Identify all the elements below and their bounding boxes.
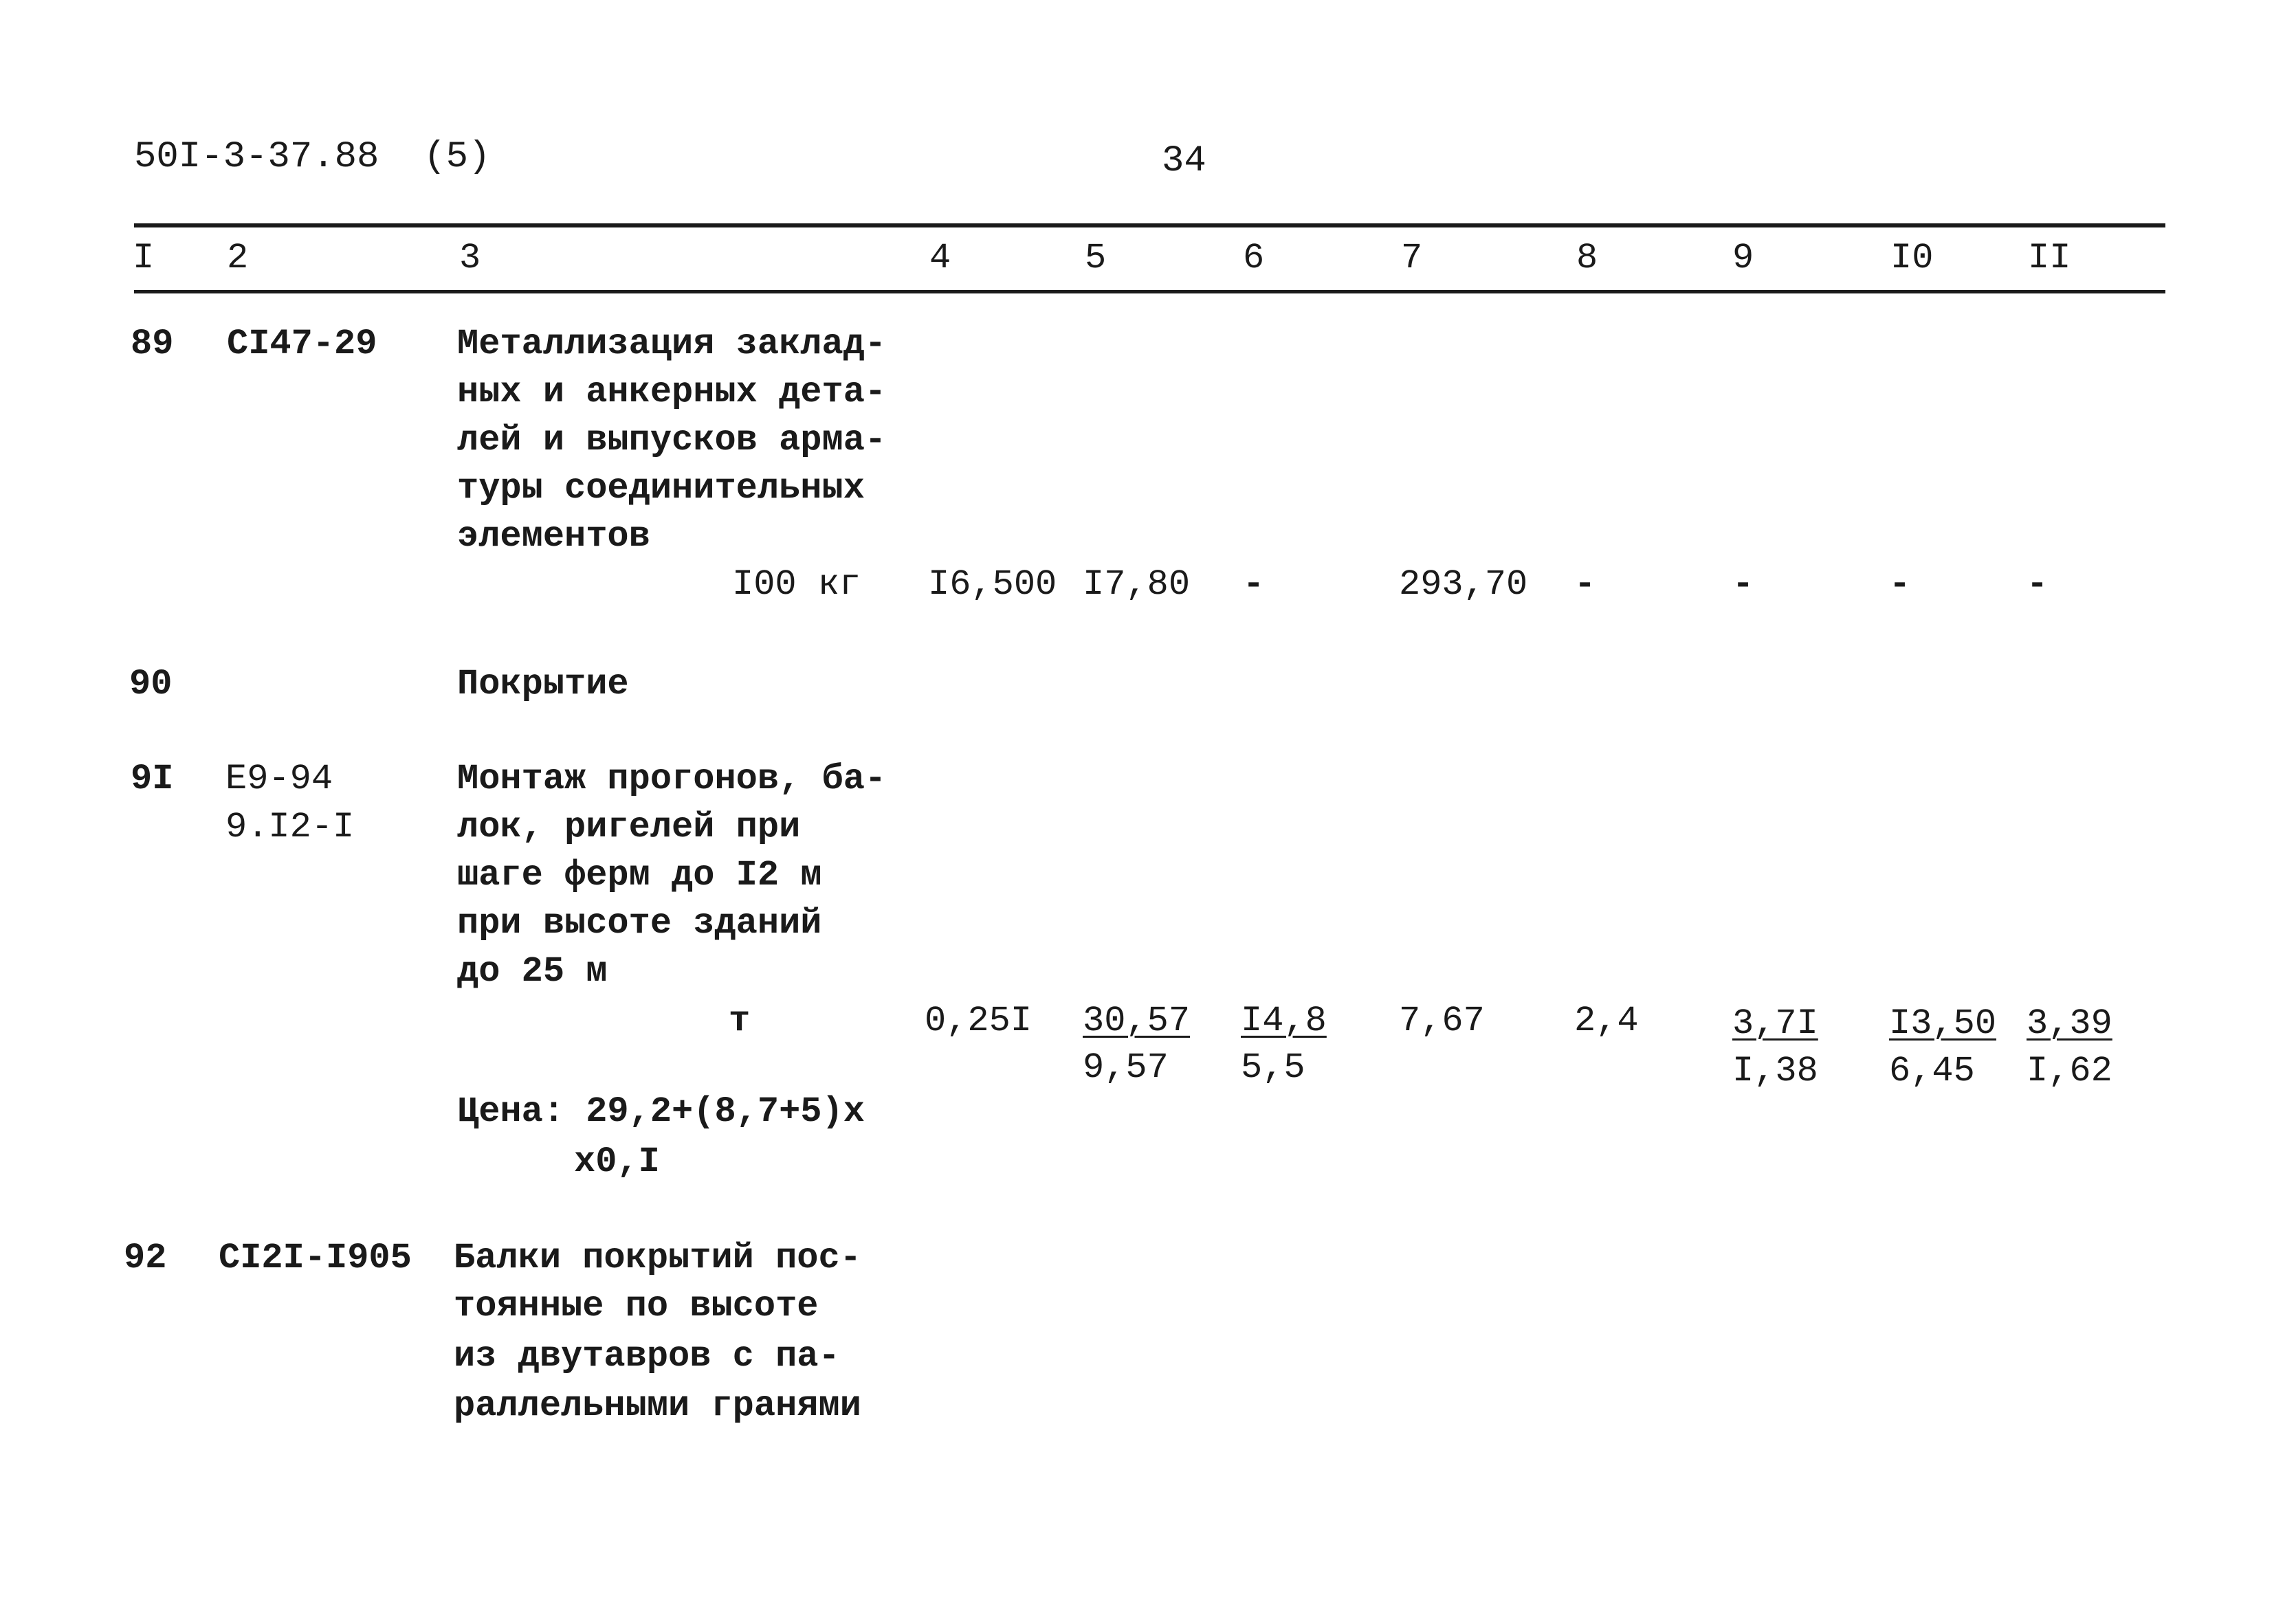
cell-col6-top: I4,8	[1241, 1001, 1327, 1041]
cell-col10-bottom: 6,45	[1889, 1051, 1975, 1091]
row-description-line: лей и выпусков арма-	[457, 420, 887, 460]
row-unit: т	[729, 1001, 751, 1041]
row-description-line: Покрытие	[457, 664, 629, 704]
cell-col5-top: 30,57	[1083, 1001, 1191, 1041]
cell-col5-bottom: 9,57	[1083, 1047, 1169, 1088]
row-number: 89	[131, 324, 174, 364]
cell-col10-top: I3,50	[1889, 1003, 1997, 1044]
row-description-line: при высоте зданий	[457, 903, 822, 944]
col-header-7: 7	[1401, 238, 1423, 278]
row-description-line: Металлизация заклад-	[457, 324, 887, 364]
row-code: CI47-29	[227, 324, 377, 364]
col-header-3: 3	[459, 238, 481, 278]
cell-col6: -	[1243, 564, 1265, 605]
cell-col11: -	[2027, 564, 2049, 605]
col-header-11: II	[2028, 238, 2071, 278]
col-header-5: 5	[1085, 238, 1107, 278]
col-header-2: 2	[227, 238, 249, 278]
row-number: 9I	[131, 759, 174, 799]
row-number: 90	[129, 664, 173, 704]
cell-col9-top: 3,7I	[1732, 1003, 1818, 1044]
row-description-line: раллельными гранями	[454, 1386, 861, 1426]
row-code-secondary: 9.I2-I	[225, 807, 355, 847]
cell-col7: 7,67	[1399, 1001, 1485, 1041]
cell-col6-bottom: 5,5	[1241, 1047, 1305, 1088]
row-description-line: до 25 м	[457, 951, 608, 992]
col-header-9: 9	[1732, 238, 1754, 278]
cell-col7: 293,70	[1399, 564, 1528, 605]
col-header-1: I	[133, 238, 155, 278]
cell-col9: -	[1732, 564, 1754, 605]
document-code: 50I-3-37.88 (5)	[134, 136, 491, 178]
price-formula-line: x0,I	[574, 1142, 660, 1182]
row-unit: I00 кг	[732, 564, 861, 605]
row-code: CI2I-I905	[219, 1238, 412, 1278]
cell-col8: -	[1574, 564, 1596, 605]
cell-col9-bottom: I,38	[1732, 1051, 1818, 1091]
table-header-rule	[134, 290, 2165, 293]
price-formula-line: Цена: 29,2+(8,7+5)x	[457, 1091, 865, 1132]
cell-col8: 2,4	[1574, 1001, 1639, 1041]
row-description-line: лок, ригелей при	[457, 807, 801, 847]
cell-col10: -	[1889, 564, 1911, 605]
page-number: 34	[1162, 140, 1206, 182]
cell-col11-bottom: I,62	[2027, 1051, 2112, 1091]
row-description-line: ных и анкерных дета-	[457, 372, 887, 412]
col-header-6: 6	[1243, 238, 1265, 278]
col-header-4: 4	[929, 238, 951, 278]
col-header-8: 8	[1576, 238, 1598, 278]
cell-col11-top: 3,39	[2027, 1003, 2112, 1044]
col-header-10: I0	[1890, 238, 1934, 278]
row-number: 92	[124, 1238, 167, 1278]
row-description-line: Монтаж прогонов, ба-	[457, 759, 887, 799]
row-description-line: из двутавров с па-	[454, 1336, 840, 1377]
cell-col4: 0,25I	[925, 1001, 1033, 1041]
row-description-line: тоянные по высоте	[454, 1286, 819, 1326]
row-description-line: элементов	[457, 516, 650, 557]
row-description-line: туры соединительных	[457, 468, 865, 509]
table-top-rule	[134, 223, 2165, 227]
row-code: E9-94	[225, 759, 333, 799]
row-description-line: Балки покрытий пос-	[454, 1238, 861, 1278]
cell-col4: I6,500	[928, 564, 1057, 605]
row-description-line: шаге ферм до I2 м	[457, 855, 822, 896]
cell-col5: I7,80	[1083, 564, 1191, 605]
